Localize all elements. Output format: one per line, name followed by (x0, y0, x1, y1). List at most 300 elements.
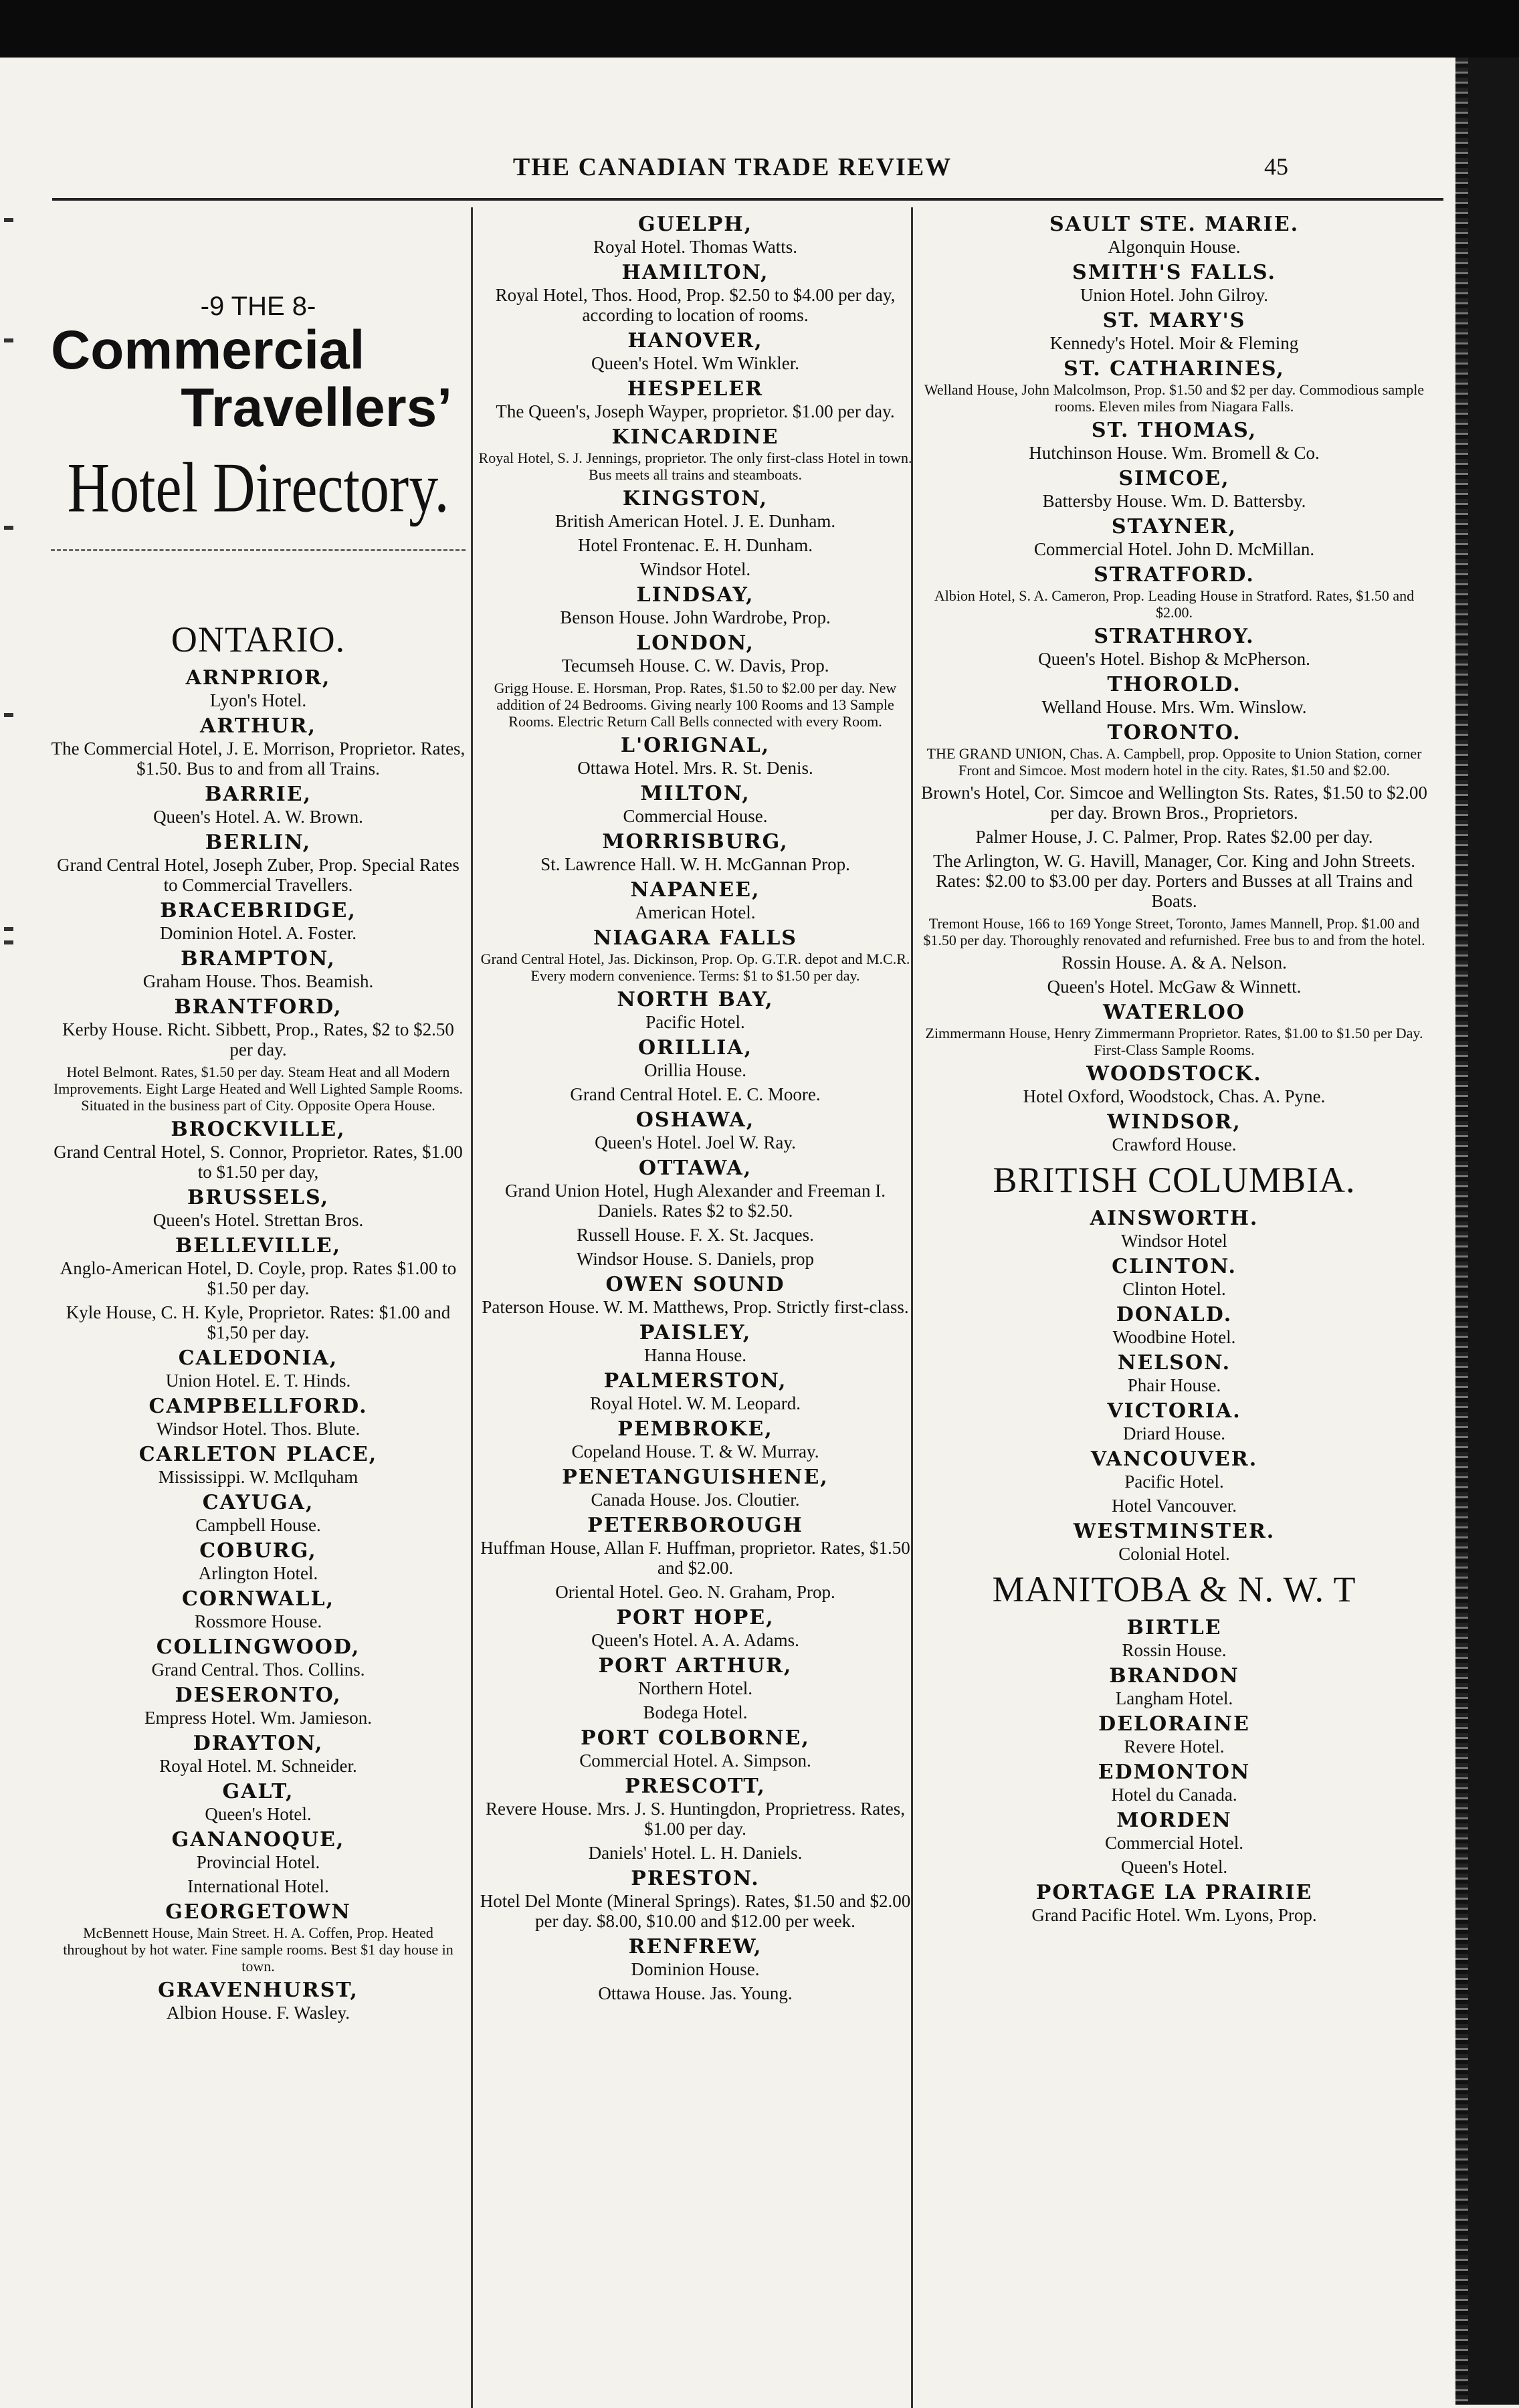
town-name: STAYNER, (1111, 515, 1237, 538)
directory-entry (476, 1157, 914, 1221)
town-name: CORNWALL, (181, 1587, 335, 1611)
town-name: SAULT STE. MARIE. (1049, 213, 1300, 236)
hotel-listing: Zimmermann House, Henry Zimmermann Proprietor. Rates, $1.00 to $1.50 per Day. First-Class Sample Rooms. (925, 1025, 1423, 1058)
directory-entry (915, 1351, 1433, 1395)
town-name: MILTON, (640, 782, 750, 805)
directory-entry (51, 1900, 466, 1975)
column-3 (915, 213, 1433, 1929)
directory-entry (51, 1064, 466, 1114)
masthead-travellers: Travellers’ (181, 377, 452, 438)
directory-entry (476, 1514, 914, 1578)
hotel-listing: Commercial Hotel. John D. McMillan. (1033, 539, 1315, 559)
hotel-listing: Queen's Hotel. Wm Winkler. (591, 353, 799, 373)
town-name: WATERLOO (1103, 1001, 1245, 1024)
hotel-listing: Royal Hotel. M. Schneider. (159, 1756, 357, 1776)
town-name: HANOVER, (627, 329, 763, 353)
hotel-listing: Grand Central Hotel, Joseph Zuber, Prop. Special Rates to Commercial Travellers. (57, 855, 460, 895)
hotel-listing: Ottawa Hotel. Mrs. R. St. Denis. (577, 758, 813, 778)
hotel-listing: Grand Central Hotel, S. Connor, Proprietor. Rates, $1.00 to $1.50 per day, (54, 1142, 463, 1182)
directory-entry (915, 1857, 1433, 1877)
hotel-listing: Grand Central Hotel. E. C. Moore. (570, 1084, 821, 1104)
hotel-listing: Commercial Hotel. A. Simpson. (579, 1750, 811, 1771)
hotel-listing: Hutchinson House. Wm. Bromell & Co. (1029, 443, 1320, 463)
town-name: PALMERSTON, (603, 1369, 787, 1393)
directory-entry (51, 947, 466, 991)
hotel-listing: Rossin House. A. & A. Nelson. (1061, 952, 1287, 973)
hotel-listing: Welland House. Mrs. Wm. Winslow. (1041, 697, 1307, 717)
hotel-listing: Royal Hotel. Thomas Watts. (593, 237, 798, 257)
hotel-listing: Tremont House, 166 to 169 Yonge Street, Toronto, James Mannell, Prop. $1.00 and $1.50 per day. Thoroughly renovated and refurnished. Free bus to and from the hotel. (923, 915, 1425, 948)
hotel-listing: Bodega Hotel. (643, 1702, 748, 1722)
hotel-listing: Campbell House. (195, 1515, 321, 1535)
column-2-entries (476, 213, 914, 2003)
directory-entry (915, 915, 1433, 948)
hotel-listing: Grand Union Hotel, Hugh Alexander and Freeman I. Daniels. Rates $2 to $2.50. (504, 1181, 886, 1221)
directory-entry (476, 1417, 914, 1462)
town-name: OSHAWA, (635, 1108, 755, 1132)
column-1 (51, 213, 466, 2027)
hotel-listing: Clinton Hotel. (1122, 1279, 1226, 1299)
hotel-listing: Royal Hotel, S. J. Jennings, proprietor. The only first-class Hotel in town. Bus meets all trains and steamboats. (478, 449, 912, 483)
directory-entry (915, 1255, 1433, 1299)
hotel-listing: Albion Hotel, S. A. Cameron, Prop. Leading House in Stratford. Rates, $1.50 and $2.00. (934, 587, 1415, 621)
directory-entry (915, 419, 1433, 463)
masthead-commercial: Commercial (51, 320, 365, 381)
directory-entry (915, 673, 1433, 717)
hotel-listing: British American Hotel. J. E. Dunham. (554, 511, 836, 531)
directory-entry (915, 1712, 1433, 1757)
town-name: BRUSSELS, (187, 1186, 330, 1209)
town-name: EDMONTON (1098, 1761, 1251, 1784)
town-name: WESTMINSTER. (1073, 1520, 1276, 1543)
town-name: PAISLEY, (639, 1321, 752, 1344)
directory-entry (51, 995, 466, 1060)
directory-entry (51, 1302, 466, 1342)
directory-entry (476, 535, 914, 555)
hotel-listing: Anglo-American Hotel, D. Coyle, prop. Rates $1.00 to $1.50 per day. (60, 1258, 457, 1298)
directory-entry (915, 467, 1433, 511)
scan-top-border (0, 0, 1519, 58)
town-name: L'ORIGNAL, (620, 734, 771, 757)
directory-entry (476, 559, 914, 579)
column-divider-1 (471, 207, 473, 2408)
hotel-listing: Queen's Hotel. Joel W. Ray. (595, 1132, 796, 1152)
hotel-listing: Algonquin House. (1108, 237, 1241, 257)
hotel-listing: Driard House. (1123, 1423, 1225, 1443)
town-name: GEORGETOWN (165, 1900, 351, 1924)
directory-entry (915, 261, 1433, 305)
region-heading: ONTARIO. (171, 619, 346, 660)
directory-entry (476, 1225, 914, 1245)
directory-entry (51, 1234, 466, 1298)
town-name: SMITH'S FALLS. (1072, 261, 1276, 284)
scan-right-edge-texture (1455, 58, 1469, 2405)
town-name: STRATHROY. (1094, 625, 1255, 648)
town-name: BROCKVILLE, (171, 1118, 346, 1141)
hotel-listing: Woodbine Hotel. (1112, 1327, 1236, 1347)
town-name: NAPANEE, (630, 878, 761, 902)
hotel-listing: Royal Hotel. W. M. Leopard. (590, 1393, 801, 1413)
hotel-listing: Dominion Hotel. A. Foster. (159, 923, 357, 943)
town-name: BRANDON (1109, 1664, 1239, 1688)
directory-entry (476, 1582, 914, 1602)
town-name: PETERBOROUGH (587, 1514, 803, 1537)
town-name: ARNPRIOR, (185, 666, 331, 690)
directory-entry (915, 977, 1433, 997)
town-name: COLLINGWOOD, (156, 1635, 361, 1659)
directory-entry (51, 1395, 466, 1439)
directory-entry (476, 329, 914, 373)
directory-entry (476, 1249, 914, 1269)
town-name: PORT COLBORNE, (581, 1726, 810, 1750)
hotel-listing: Orillia House. (644, 1060, 746, 1080)
town-name: GUELPH, (637, 213, 753, 236)
hotel-listing: Hotel Frontenac. E. H. Dunham. (578, 535, 813, 555)
directory-entry (476, 213, 914, 257)
hotel-listing: Revere Hotel. (1124, 1736, 1225, 1757)
directory-entry (476, 1935, 914, 1979)
town-name: AINSWORTH. (1090, 1207, 1259, 1230)
hotel-listing: Grand Central Hotel, Jas. Dickinson, Prop. Op. G.T.R. depot and M.C.R. Every modern convenience. Terms: $1 to $1.50 per day. (480, 950, 910, 984)
hotel-listing: International Hotel. (187, 1876, 329, 1896)
hotel-listing: Rossin House. (1122, 1640, 1227, 1660)
hotel-listing: Queen's Hotel. McGaw & Winnett. (1047, 977, 1302, 997)
town-name: TORONTO. (1107, 721, 1241, 744)
hotel-listing: Graham House. Thos. Beamish. (142, 971, 374, 991)
directory-entry (915, 1001, 1433, 1058)
directory-entry (51, 1491, 466, 1535)
hotel-listing: Union Hotel. John Gilroy. (1080, 285, 1268, 305)
town-name: LONDON, (636, 631, 754, 655)
hotel-listing: Mississippi. W. McIlquham (158, 1467, 359, 1487)
hotel-listing: Windsor Hotel. Thos. Blute. (156, 1419, 361, 1439)
directory-entry (476, 631, 914, 676)
hotel-listing: Grand Pacific Hotel. Wm. Lyons, Prop. (1031, 1905, 1317, 1925)
hotel-listing: Palmer House, J. C. Palmer, Prop. Rates $2.00 per day. (975, 827, 1373, 847)
hotel-listing: Pacific Hotel. (645, 1012, 745, 1032)
hotel-listing: St. Lawrence Hall. W. H. McGannan Prop. (540, 854, 850, 874)
hotel-listing: Queen's Hotel. A. A. Adams. (591, 1630, 799, 1650)
town-name: NELSON. (1117, 1351, 1231, 1375)
hotel-listing: Copeland House. T. & W. Murray. (571, 1441, 819, 1462)
hotel-listing: Royal Hotel, Thos. Hood, Prop. $2.50 to $4.00 per day, according to location of rooms. (495, 285, 896, 325)
directory-entry (476, 1702, 914, 1722)
running-header (0, 153, 1465, 193)
directory-entry (476, 734, 914, 778)
hotel-listing: Battersby House. Wm. D. Battersby. (1042, 491, 1306, 511)
hotel-listing: Grigg House. E. Horsman, Prop. Rates, $1.50 to $2.00 per day. New addition of 24 Bedrooms. Giving nearly 100 Rooms and 13 Sample Rooms. Electric Return Call Bells connected with every Room. (494, 680, 897, 730)
town-name: BRACEBRIDGE, (160, 899, 357, 922)
directory-entry (915, 1664, 1433, 1708)
directory-entry (51, 783, 466, 827)
directory-entry (476, 261, 914, 325)
directory-entry (476, 878, 914, 922)
town-name: CARLETON PLACE, (138, 1443, 378, 1466)
column-1-entries (51, 618, 466, 2023)
hotel-listing: Benson House. John Wardrobe, Prop. (560, 607, 831, 627)
hotel-listing: Rossmore House. (194, 1611, 322, 1631)
hotel-listing: Queen's Hotel. Bishop & McPherson. (1038, 649, 1310, 669)
hotel-listing: Hotel Belmont. Rates, $1.50 per day. Steam Heat and all Modern Improvements. Eight Large Heated and Well Lighted Sample Rooms. Situated in the business part of City. Opposite Opera House. (53, 1064, 464, 1114)
column-2 (476, 213, 914, 2007)
hotel-listing: Daniels' Hotel. L. H. Daniels. (588, 1843, 803, 1863)
directory-entry (915, 1399, 1433, 1443)
hotel-listing: Queen's Hotel. (205, 1804, 312, 1824)
town-name: PORT HOPE, (616, 1606, 775, 1629)
directory-entry (476, 830, 914, 874)
hotel-listing: Langham Hotel. (1115, 1688, 1233, 1708)
town-name: BELLEVILLE, (175, 1234, 342, 1258)
directory-entry (476, 1466, 914, 1510)
town-name: PORTAGE LA PRAIRIE (1035, 1881, 1313, 1904)
hotel-listing: American Hotel. (635, 902, 756, 922)
hotel-listing: The Queen's, Joseph Wayper, proprietor. $1.00 per day. (496, 401, 895, 421)
column-3-entries (915, 213, 1433, 1925)
directory-entry (476, 1726, 914, 1771)
town-name: RENFREW, (628, 1935, 763, 1959)
town-name: LINDSAY, (636, 583, 754, 607)
hotel-listing: Empress Hotel. Wm. Jamieson. (144, 1708, 372, 1728)
town-name: THOROLD. (1107, 673, 1241, 696)
directory-entry (51, 1587, 466, 1631)
directory-entry (51, 1539, 466, 1583)
directory-entry (476, 487, 914, 531)
hotel-listing: Oriental Hotel. Geo. N. Graham, Prop. (555, 1582, 835, 1602)
town-name: DELORAINE (1098, 1712, 1250, 1736)
masthead-hotel-directory: Hotel Directory. (67, 449, 449, 528)
hotel-listing: Brown's Hotel, Cor. Simcoe and Wellington Sts. Rates, $1.50 to $2.00 per day. Brown Bros., Proprietors. (921, 783, 1427, 823)
hotel-listing: The Arlington, W. G. Havill, Manager, Cor. King and John Streets. Rates: $2.00 to $3.00 per day. Porters and Busses at all Trains and Boats. (932, 851, 1416, 911)
directory-entry (51, 1635, 466, 1680)
hotel-listing: Kennedy's Hotel. Moir & Fleming (1049, 333, 1299, 353)
region-heading: MANITOBA & N. W. T (992, 1569, 1356, 1609)
hotel-listing: Lyon's Hotel. (209, 690, 307, 710)
town-name: ST. MARY'S (1102, 309, 1246, 332)
directory-entry (915, 1496, 1433, 1516)
town-name: ST. CATHARINES, (1064, 357, 1285, 381)
hotel-listing: Grand Central. Thos. Collins. (151, 1660, 365, 1680)
hotel-listing: Russell House. F. X. St. Jacques. (577, 1225, 814, 1245)
directory-entry (51, 899, 466, 943)
hotel-listing: Tecumseh House. C. W. Davis, Prop. (561, 656, 829, 676)
town-name: NIAGARA FALLS (593, 926, 797, 950)
hotel-listing: Queen's Hotel. (1120, 1857, 1228, 1877)
hotel-listing: Queen's Hotel. Strettan Bros. (153, 1210, 364, 1230)
town-name: COBURG, (199, 1539, 317, 1563)
town-name: GALT, (222, 1780, 294, 1803)
town-name: DESERONTO, (175, 1684, 342, 1707)
town-name: ST. THOMAS, (1091, 419, 1257, 442)
town-name: OTTAWA, (638, 1157, 752, 1180)
hotel-listing: Windsor Hotel. (639, 559, 751, 579)
town-name: PRESTON. (631, 1867, 760, 1890)
directory-entry (915, 1447, 1433, 1492)
directory-entry (915, 1062, 1433, 1106)
hotel-listing: McBennett House, Main Street. H. A. Coffen, Prop. Heated throughout by hot water. Fine sample rooms. Best $1 day house in town. (63, 1924, 453, 1975)
directory-entry (51, 831, 466, 895)
town-name: ORILLIA, (637, 1036, 753, 1060)
town-name: GRAVENHURST, (158, 1979, 359, 2002)
directory-entry (915, 952, 1433, 973)
hotel-listing: Windsor Hotel (1121, 1231, 1227, 1251)
masthead-the: -9 THE 8- (200, 292, 316, 321)
town-name: VANCOUVER. (1090, 1447, 1258, 1471)
directory-entry (915, 213, 1433, 257)
town-name: PRESCOTT, (625, 1775, 766, 1798)
directory-entry (915, 1303, 1433, 1347)
hotel-listing: Hotel Oxford, Woodstock, Chas. A. Pyne. (1023, 1086, 1326, 1106)
directory-entry (51, 1118, 466, 1182)
directory-entry (476, 1983, 914, 2003)
town-name: MORDEN (1116, 1809, 1232, 1832)
hotel-listing: Arlington Hotel. (198, 1563, 318, 1583)
town-name: KINGSTON, (622, 487, 769, 510)
directory-entry (476, 1867, 914, 1931)
town-name: PEMBROKE, (617, 1417, 773, 1441)
town-name: BERLIN, (205, 831, 312, 854)
directory-entry (915, 1110, 1433, 1155)
town-name: OWEN SOUND (605, 1273, 785, 1296)
hotel-listing: Paterson House. W. M. Matthews, Prop. Strictly first-class. (482, 1297, 909, 1317)
directory-entry (51, 666, 466, 710)
town-name: HAMILTON, (621, 261, 769, 284)
directory-entry (51, 1443, 466, 1487)
directory-entry (476, 988, 914, 1032)
directory-entry (51, 1186, 466, 1230)
town-name: GANANOQUE, (171, 1828, 345, 1851)
scan-left-marks (0, 58, 20, 2405)
hotel-listing: Hotel Vancouver. (1112, 1496, 1237, 1516)
directory-entry (915, 827, 1433, 847)
hotel-listing: Provincial Hotel. (196, 1852, 320, 1872)
directory-entry (915, 357, 1433, 415)
hotel-listing: Commercial Hotel. (1105, 1833, 1243, 1853)
directory-entry (476, 926, 914, 984)
town-name: WINDSOR, (1107, 1110, 1241, 1134)
directory-entry (915, 309, 1433, 353)
hotel-listing: Dominion House. (631, 1959, 760, 1979)
hotel-listing: Kyle House, C. H. Kyle, Proprietor. Rates: $1.00 and $1,50 per day. (66, 1302, 451, 1342)
hotel-listing: Revere House. Mrs. J. S. Huntingdon, Proprietress. Rates, $1.00 per day. (486, 1799, 905, 1839)
directory-entry (476, 1775, 914, 1839)
hotel-listing: Northern Hotel. (638, 1678, 752, 1698)
town-name: PENETANGUISHENE, (562, 1466, 829, 1489)
hotel-listing: Windsor House. S. Daniels, prop (576, 1249, 815, 1269)
hotel-listing: Hotel Del Monte (Mineral Springs). Rates, $1.50 and $2.00 per day. $8.00, $10.00 and $12.00 per week. (480, 1891, 911, 1931)
directory-entry (51, 1732, 466, 1776)
town-name: CAMPBELLFORD. (148, 1395, 368, 1418)
directory-entry (51, 1684, 466, 1728)
town-name: VICTORIA. (1107, 1399, 1241, 1423)
hotel-listing: Phair House. (1127, 1375, 1221, 1395)
town-name: BRAMPTON, (181, 947, 336, 971)
town-name: BARRIE, (205, 783, 312, 806)
town-name: CAYUGA, (202, 1491, 314, 1514)
directory-entry (915, 783, 1433, 823)
directory-entry (51, 1780, 466, 1824)
directory-entry (51, 714, 466, 779)
hotel-listing: Ottawa House. Jas. Young. (598, 1983, 793, 2003)
hotel-listing: The Commercial Hotel, J. E. Morrison, Proprietor. Rates, $1.50. Bus to and from all Trains. (51, 738, 466, 779)
directory-entry (476, 1369, 914, 1413)
town-name: DRAYTON, (193, 1732, 324, 1755)
directory-entry (51, 1979, 466, 2023)
scan-right-border (1468, 58, 1519, 2405)
directory-entry (476, 425, 914, 483)
directory-entry (476, 583, 914, 627)
directory-entry (476, 377, 914, 421)
directory-entry (51, 1876, 466, 1896)
town-name: CLINTON. (1112, 1255, 1237, 1278)
masthead (51, 292, 466, 578)
town-name: BRANTFORD, (174, 995, 342, 1019)
directory-entry (476, 1036, 914, 1080)
hotel-listing: Albion House. F. Wasley. (167, 2003, 350, 2023)
directory-entry (476, 680, 914, 730)
directory-entry (476, 1654, 914, 1698)
directory-entry (915, 851, 1433, 911)
town-name: HESPELER (627, 377, 764, 401)
directory-entry (476, 1273, 914, 1317)
town-name: WOODSTOCK. (1086, 1062, 1262, 1086)
directory-entry (476, 1321, 914, 1365)
hotel-listing: Union Hotel. E. T. Hinds. (165, 1371, 351, 1391)
town-name: ARTHUR, (200, 714, 316, 738)
hotel-listing: Hanna House. (644, 1345, 746, 1365)
directory-entry (51, 1828, 466, 1872)
hotel-listing: Commercial House. (623, 806, 768, 826)
town-name: PORT ARTHUR, (598, 1654, 793, 1678)
hotel-listing: Colonial Hotel. (1118, 1544, 1230, 1564)
directory-entry (915, 1809, 1433, 1853)
directory-entry (915, 1520, 1433, 1564)
header-rule (52, 198, 1443, 201)
town-name: DONALD. (1116, 1303, 1233, 1326)
town-name: MORRISBURG, (602, 830, 789, 854)
hotel-listing: Canada House. Jos. Cloutier. (591, 1490, 800, 1510)
directory-entry (915, 1761, 1433, 1805)
directory-entry (476, 782, 914, 826)
masthead-dashed-rule (51, 549, 466, 578)
directory-entry (476, 1606, 914, 1650)
town-name: SIMCOE, (1118, 467, 1230, 490)
page-number: 45 (1264, 153, 1288, 180)
directory-entry (915, 1616, 1433, 1660)
directory-entry (476, 1108, 914, 1152)
town-name: KINCARDINE (611, 425, 779, 449)
hotel-listing: Hotel du Canada. (1111, 1785, 1237, 1805)
directory-entry (476, 1843, 914, 1863)
directory-entry (51, 1346, 466, 1391)
directory-entry (915, 1881, 1433, 1925)
town-name: STRATFORD. (1094, 563, 1255, 587)
directory-entry (915, 515, 1433, 559)
directory-entry (915, 721, 1433, 779)
hotel-listing: Huffman House, Allan F. Huffman, proprietor. Rates, $1.50 and $2.00. (480, 1538, 910, 1578)
town-name: CALEDONIA, (178, 1346, 338, 1370)
region-heading: BRITISH COLUMBIA. (993, 1160, 1356, 1200)
directory-entry (476, 1084, 914, 1104)
directory-entry (915, 1207, 1433, 1251)
hotel-listing: Crawford House. (1112, 1134, 1237, 1155)
town-name: NORTH BAY, (617, 988, 774, 1011)
publication-title: THE CANADIAN TRADE REVIEW (512, 153, 952, 181)
hotel-listing: Kerby House. Richt. Sibbett, Prop., Rates, $2 to $2.50 per day. (62, 1019, 454, 1060)
hotel-listing: Welland House, John Malcolmson, Prop. $1.50 and $2 per day. Commodious sample rooms. Eleven miles from Niagara Falls. (924, 381, 1425, 415)
hotel-listing: Pacific Hotel. (1124, 1472, 1224, 1492)
hotel-listing: Queen's Hotel. A. W. Brown. (153, 807, 363, 827)
hotel-listing: THE GRAND UNION, Chas. A. Campbell, prop. Opposite to Union Station, corner Front and Simcoe. Most modern hotel in the city. Rates, $1.50 and $2.00. (926, 745, 1422, 779)
